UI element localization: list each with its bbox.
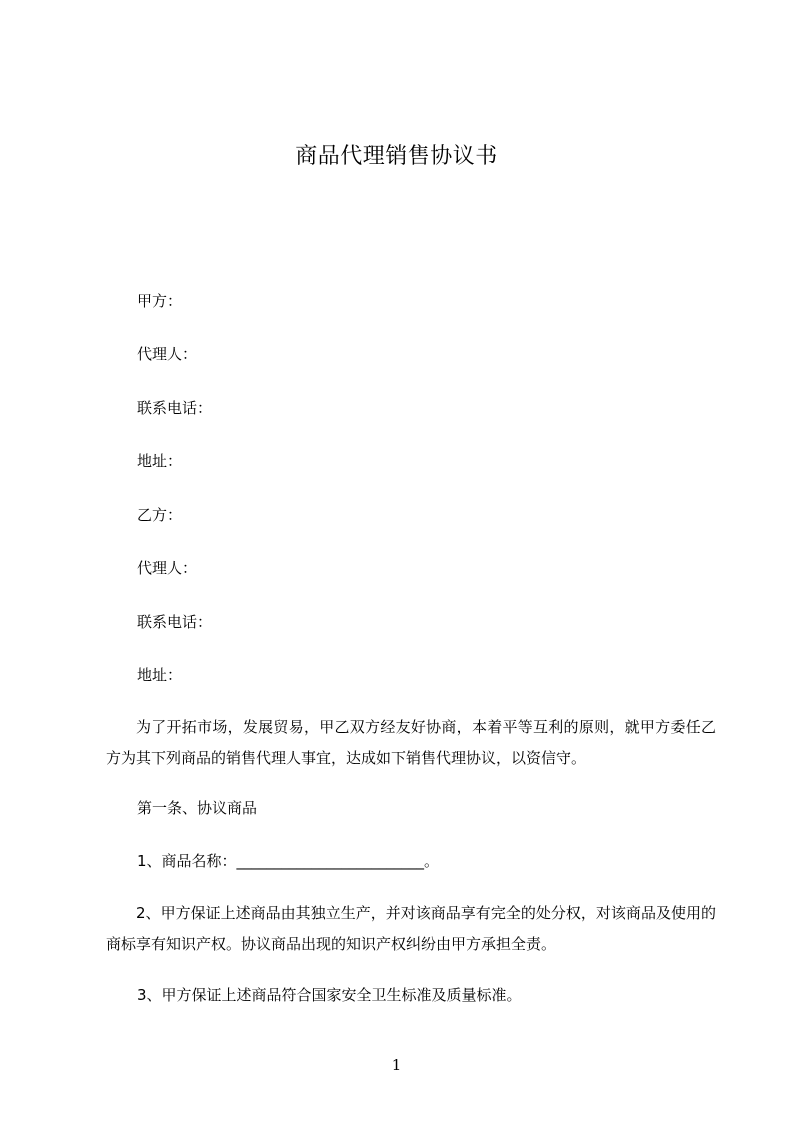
page-number: 1	[391, 1056, 402, 1074]
party-a-phone-label: 联系电话：	[137, 399, 213, 417]
party-a-agent-label: 代理人：	[137, 345, 198, 363]
party-a-address-label: 地址：	[137, 452, 183, 470]
document-title: 商品代理销售协议书	[295, 144, 498, 169]
party-a-label: 甲方：	[137, 292, 183, 310]
party-b-agent-label: 代理人：	[137, 559, 198, 577]
intro-paragraph: 为了开拓市场，发展贸易，甲乙双方经友好协商，本着平等互利的原则，就甲方委任乙方为其下列商品的销售代理人事宜，达成如下销售代理协议，以资信守。	[106, 718, 716, 767]
article-1-item-1: 1、商品名称：_________________________。	[137, 852, 440, 870]
article-1-heading: 第一条、协议商品	[137, 799, 258, 817]
article-1-item-2: 2、甲方保证上述商品由其独立生产，并对该商品享有完全的处分权，对该商品及使用的商标享有知识产权。协议商品出现的知识产权纠纷由甲方承担全责。	[106, 904, 716, 953]
article-1-item-3: 3、甲方保证上述商品符合国家安全卫生标准及质量标准。	[137, 986, 522, 1004]
party-b-phone-label: 联系电话：	[137, 613, 213, 631]
party-b-label: 乙方：	[137, 506, 183, 524]
party-b-address-label: 地址：	[137, 666, 183, 684]
